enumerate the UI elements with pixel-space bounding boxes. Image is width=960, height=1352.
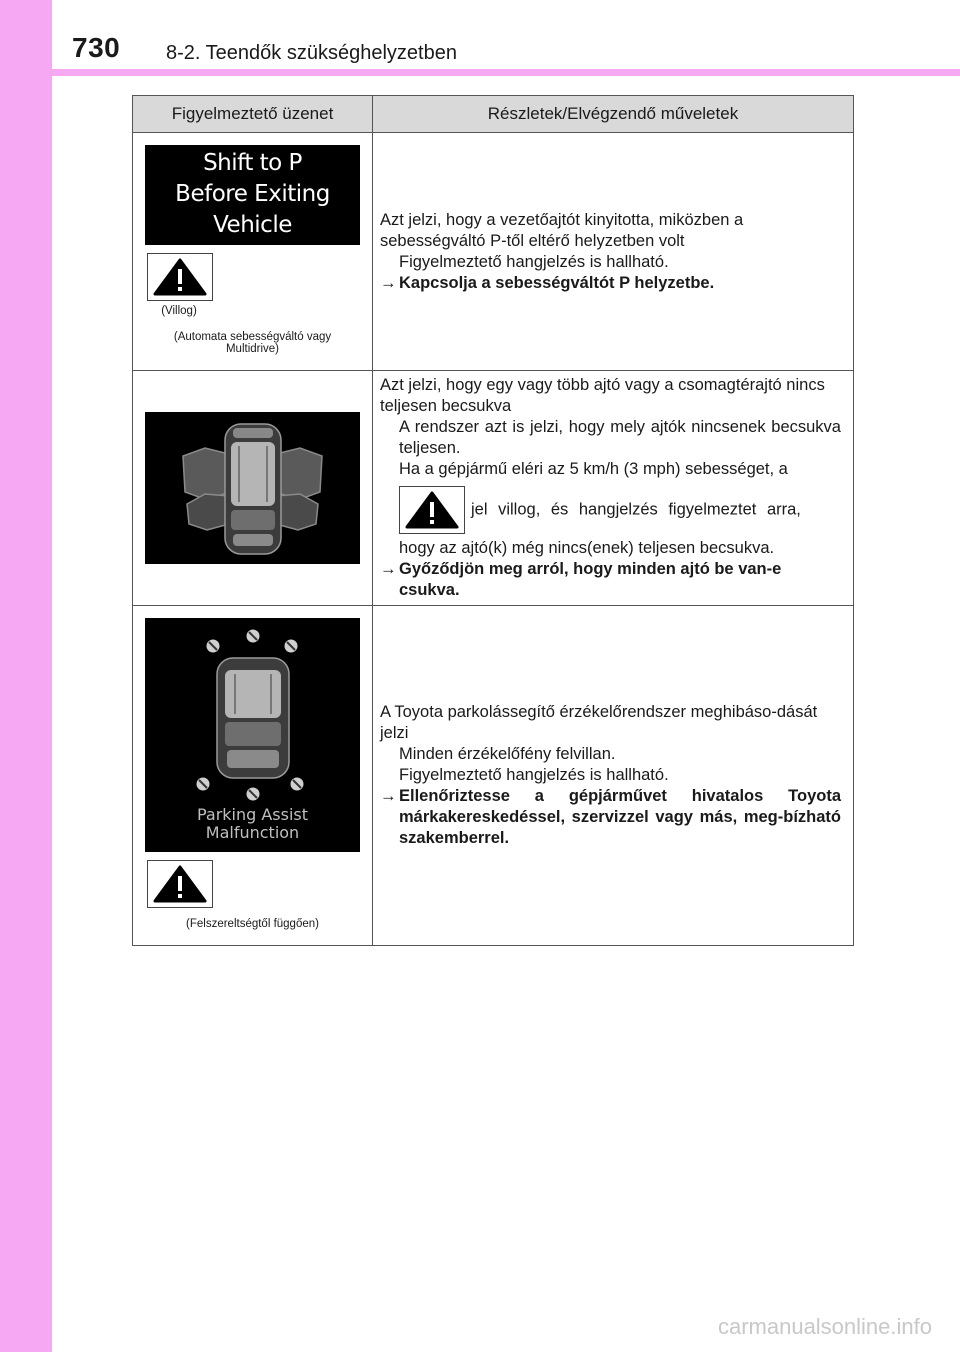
warning-triangle-icon (147, 860, 213, 908)
arrow-icon: → (380, 560, 397, 578)
arrow-icon: → (380, 787, 397, 805)
car-open-doors-icon (145, 412, 360, 564)
header-warning-message: Figyelmeztető üzenet (133, 96, 373, 133)
table-row (133, 606, 854, 946)
display-line: Shift to P (203, 150, 302, 176)
message-cell (133, 606, 373, 946)
section-title: 8-2. Teendők szükséghelyzetben (166, 42, 457, 64)
header-rule (52, 69, 960, 76)
side-color-strip (0, 0, 52, 1352)
action-text: Kapcsolja a sebességváltót P helyzetbe. (399, 273, 715, 292)
action-text: Győződjön meg arról, hogy minden ajtó be van-e csukva. (399, 560, 782, 599)
message-cell (133, 371, 373, 606)
message-cell (133, 133, 373, 371)
page-number: 730 (72, 32, 121, 63)
details-cell (373, 606, 854, 946)
action-line (380, 786, 841, 849)
details-cell (373, 133, 854, 371)
detail-text: A rendszer azt is jelzi, hogy mely ajtók nincsenek becsukva teljesen. (399, 418, 841, 457)
details-cell (373, 371, 854, 606)
blink-caption: (Villog) (161, 304, 197, 317)
shift-to-p-display (145, 145, 360, 245)
display-line: Vehicle (213, 212, 292, 238)
detail-text: hogy az ajtó(k) még nincs(enek) teljesen becsukva. (399, 539, 775, 557)
inline-warning-line (380, 486, 841, 534)
transmission-note: (Automata sebességváltó vagy Multidrive) (173, 330, 332, 355)
arrow-icon: → (380, 273, 397, 292)
detail-text: Figyelmeztető hangjelzés is hallható. (399, 766, 669, 784)
action-line (380, 273, 841, 294)
detail-text: Figyelmeztető hangjelzés is hallható. (399, 252, 669, 271)
detail-text: Azt jelzi, hogy a vezetőajtót kinyitotta, miközben a sebességváltó P-től eltérő helyzetben volt (380, 210, 744, 250)
detail-text: A Toyota parkolássegítő érzékelőrendszer meghibáso-dását jelzi (380, 703, 818, 742)
table-header-row (133, 96, 854, 133)
warning-triangle-icon (147, 253, 213, 301)
detail-text: Azt jelzi, hogy egy vagy több ajtó vagy a csomagtérajtó nincs teljesen becsukva (380, 376, 825, 415)
table-row (133, 371, 854, 606)
car-parking-sensors-icon (145, 618, 360, 852)
detail-text: Ha a gépjármű eléri az 5 km/h (3 mph) sebességet, a (399, 460, 788, 478)
display-line: Parking Assist (196, 804, 309, 824)
warning-triangle-icon (399, 486, 465, 534)
display-line: Before Exiting (175, 181, 330, 207)
action-text: Ellenőriztesse a gépjárművet hivatalos Toyota márkakereskedéssel, szervizzel vagy más, meg-bízható szakemberrel. (399, 787, 841, 847)
warning-message-table (132, 95, 854, 946)
display-line: Malfunction (205, 822, 300, 842)
detail-text: Minden érzékelőfény felvillan. (399, 745, 616, 763)
detail-text: jel villog, és hangjelzés figyelmeztet arra, (471, 500, 801, 519)
action-line (380, 559, 841, 601)
header-details-actions: Részletek/Elvégzendő műveletek (373, 96, 854, 133)
watermark: carmanualsonline.info (717, 1314, 932, 1339)
table-row (133, 133, 854, 371)
equipment-note: (Felszereltségtől függően) (186, 917, 319, 930)
